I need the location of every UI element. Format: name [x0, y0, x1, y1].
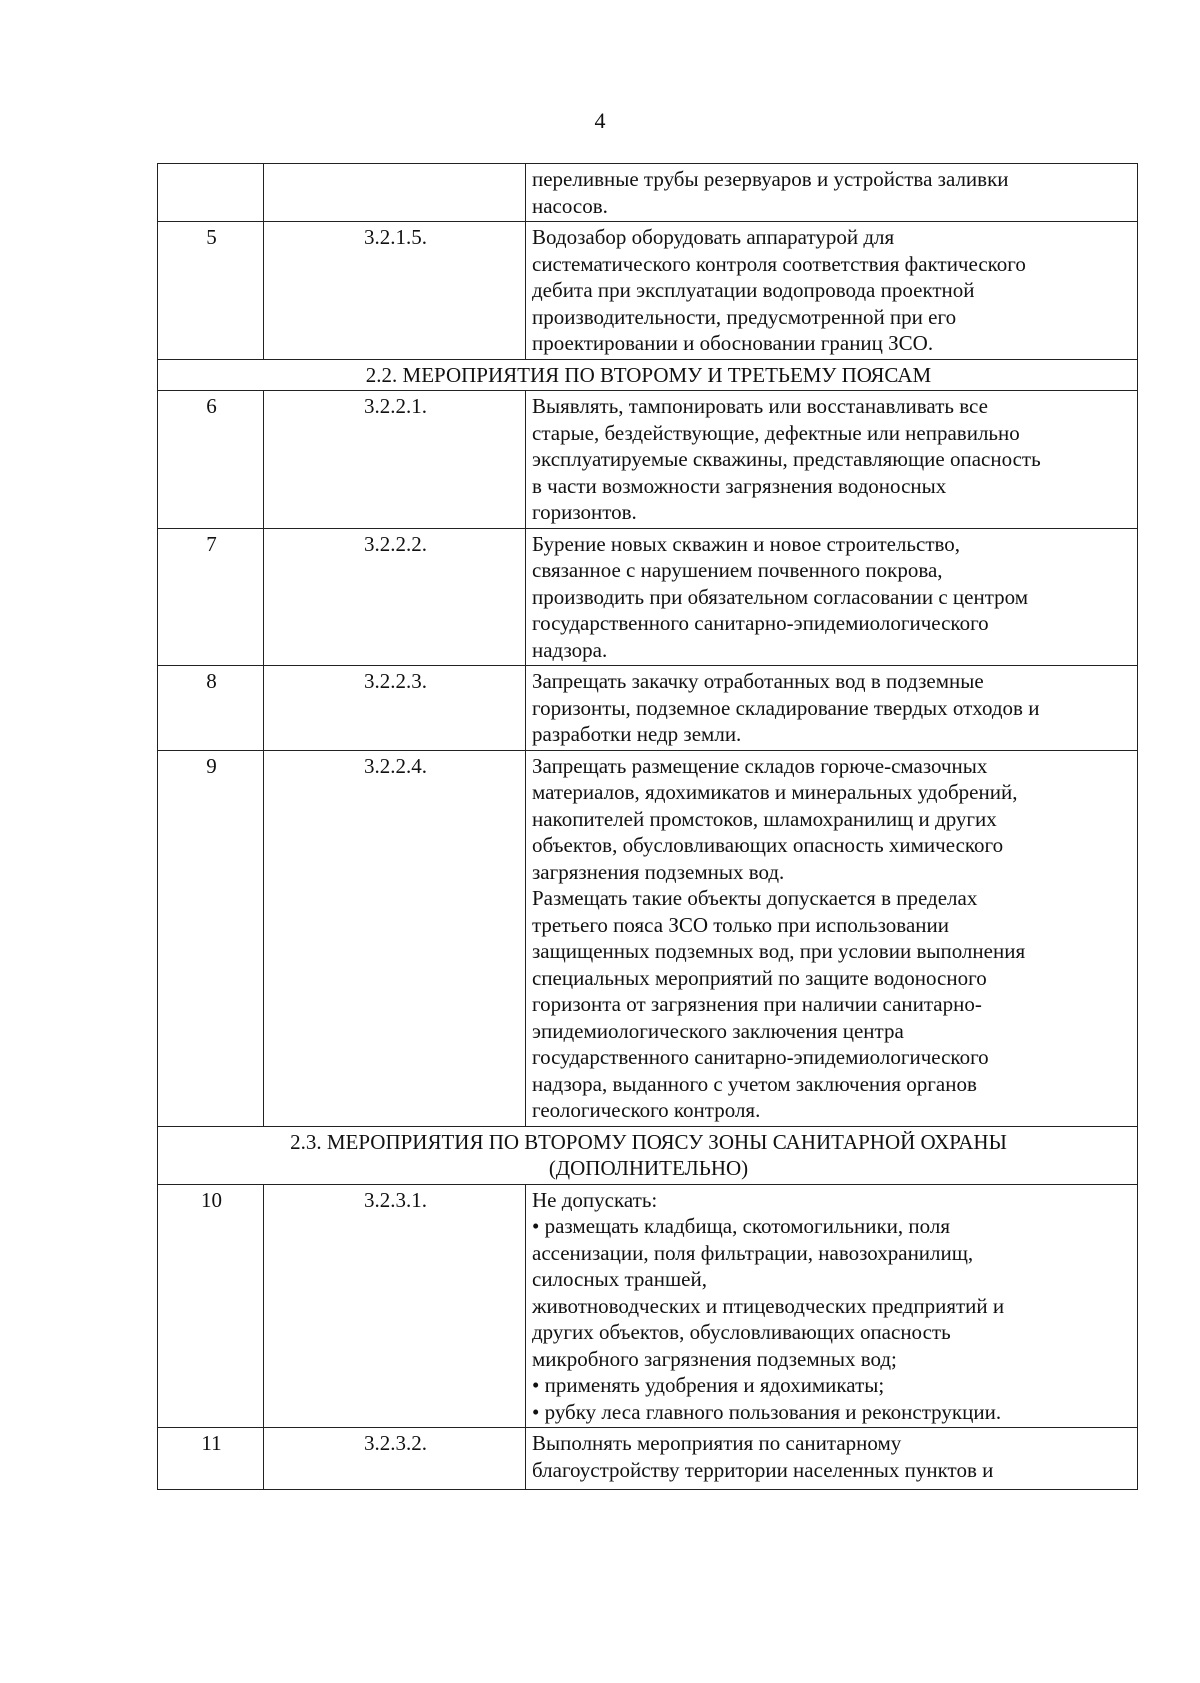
table-row	[158, 528, 1138, 666]
clause-code	[264, 164, 526, 222]
measure-text: Не допускать: • размещать кладбища, скотомогильники, поля ассенизации, поля фильтрации, навозохранилищ, силосных траншей, животноводческих и птицеводческих предприятий и других объектов, обусловливающих опасность микробного загрязнения подземных вод; • применять удобрения и ядохимикаты; • рубку леса главного пользования и реконструкции.	[526, 1184, 1138, 1428]
clause-code: 3.2.2.2.	[264, 528, 526, 666]
section-row	[158, 1126, 1138, 1184]
table-row	[158, 164, 1138, 222]
clause-code: 3.2.1.5.	[264, 222, 526, 360]
measure-text: Выполнять мероприятия по санитарному благоустройству территории населенных пунктов и	[526, 1428, 1138, 1490]
row-number: 7	[158, 528, 264, 666]
row-number: 11	[158, 1428, 264, 1490]
row-number: 5	[158, 222, 264, 360]
clause-code: 3.2.2.1.	[264, 391, 526, 529]
row-number	[158, 164, 264, 222]
table-row	[158, 1428, 1138, 1490]
table-row	[158, 750, 1138, 1126]
section-heading: 2.2. МЕРОПРИЯТИЯ ПО ВТОРОМУ И ТРЕТЬЕМУ ПОЯСАМ	[158, 359, 1138, 391]
row-number: 9	[158, 750, 264, 1126]
clause-code: 3.2.3.1.	[264, 1184, 526, 1428]
measure-text: Бурение новых скважин и новое строительство, связанное с нарушением почвенного покрова, производить при обязательном согласовании с центром государственного санитарно-эпидемиологического надзора.	[526, 528, 1138, 666]
measure-text: Запрещать размещение складов горюче-смазочных материалов, ядохимикатов и минеральных удобрений, накопителей промстоков, шламохранилищ и других объектов, обусловливающих опасность химического загрязнения подземных вод. Размещать такие объекты допускается в пределах третьего пояса ЗСО только при использовании защищенных подземных вод, при условии выполнения специальных мероприятий по защите водоносного горизонта от загрязнения при наличии санитарно- эпидемиологического заключения центра государственного санитарно-эпидемиологического надзора, выданного с учетом заключения органов геологического контроля.	[526, 750, 1138, 1126]
table-row	[158, 1184, 1138, 1428]
measure-text: переливные трубы резервуаров и устройства заливки насосов.	[526, 164, 1138, 222]
measure-text: Выявлять, тампонировать или восстанавливать все старые, бездействующие, дефектные или неправильно эксплуатируемые скважины, представляющие опасность в части возможности загрязнения водоносных горизонтов.	[526, 391, 1138, 529]
measure-text: Водозабор оборудовать аппаратурой для систематического контроля соответствия фактического дебита при эксплуатации водопровода проектной производительности, предусмотренной при его проектировании и обосновании границ ЗСО.	[526, 222, 1138, 360]
clause-code: 3.2.3.2.	[264, 1428, 526, 1490]
row-number: 10	[158, 1184, 264, 1428]
measure-text: Запрещать закачку отработанных вод в подземные горизонты, подземное складирование твердых отходов и разработки недр земли.	[526, 666, 1138, 751]
clause-code: 3.2.2.3.	[264, 666, 526, 751]
table-row	[158, 222, 1138, 360]
table-row	[158, 666, 1138, 751]
section-row	[158, 359, 1138, 391]
clause-code: 3.2.2.4.	[264, 750, 526, 1126]
table-row	[158, 391, 1138, 529]
row-number: 8	[158, 666, 264, 751]
section-heading: 2.3. МЕРОПРИЯТИЯ ПО ВТОРОМУ ПОЯСУ ЗОНЫ САНИТАРНОЙ ОХРАНЫ (ДОПОЛНИТЕЛЬНО)	[158, 1126, 1138, 1184]
page-number: 4	[594, 108, 606, 133]
measures-table	[157, 163, 1138, 1490]
row-number: 6	[158, 391, 264, 529]
